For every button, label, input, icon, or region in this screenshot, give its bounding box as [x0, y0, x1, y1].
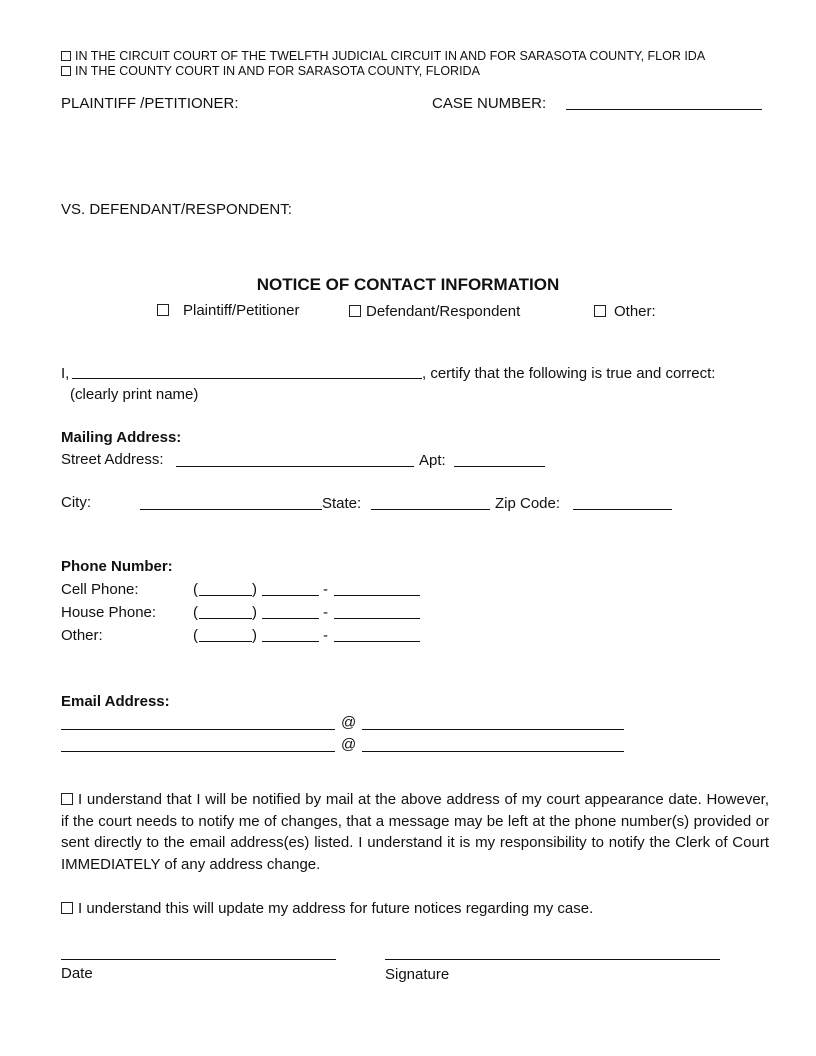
notice-acknowledgement [61, 789, 769, 875]
apt-field[interactable] [454, 466, 545, 467]
other-phone-dash: - [323, 627, 328, 644]
zip-label: Zip Code: [495, 495, 561, 512]
apt-label: Apt: [419, 452, 446, 469]
street-field[interactable] [176, 466, 414, 467]
state-field[interactable] [371, 509, 490, 510]
notice-acknowledgement-text: I understand that I will be notified by mail at the above address of my court appearance date. However, if the court needs to notify me of changes, that a message may be left at the phone number(s) provided or sent directly to the email address(es) listed. I understand it is my responsibility to notify the Clerk of Court IMMEDIATELY of any address change. [61, 791, 769, 873]
mailing-heading: Mailing Address: [61, 429, 182, 446]
house-phone-area-close: ) [252, 604, 257, 621]
party-option-defendant[interactable] [349, 303, 520, 320]
zip-field[interactable] [573, 509, 672, 510]
checkbox-icon[interactable] [61, 902, 73, 914]
certify-suffix: , certify that the following is true and correct: [422, 365, 716, 382]
other-phone-area-close: ) [252, 627, 257, 644]
checkbox-icon[interactable] [594, 305, 606, 317]
checkbox-icon[interactable] [61, 51, 71, 61]
other-phone-area-open: ( [193, 627, 198, 644]
defendant-label: VS. DEFENDANT/RESPONDENT: [61, 201, 292, 218]
cell-phone-area-open: ( [193, 581, 198, 598]
page-title: NOTICE OF CONTACT INFORMATION [256, 275, 560, 294]
cell-phone-area-field[interactable] [199, 595, 252, 596]
party-option-label: Plaintiff/Petitioner [183, 302, 300, 319]
cell-phone-prefix-field[interactable] [262, 595, 319, 596]
court-option-county[interactable] [61, 64, 480, 78]
update-acknowledgement-text: I understand this will update my address for future notices regarding my case. [78, 900, 594, 917]
house-phone-label: House Phone: [61, 604, 157, 621]
cell-phone-dash: - [323, 581, 328, 598]
house-phone-prefix-field[interactable] [262, 618, 319, 619]
court-option-circuit-label: IN THE CIRCUIT COURT OF THE TWELFTH JUDICIAL CIRCUIT IN AND FOR SARASOTA COUNTY, FLOR IDA [75, 49, 706, 63]
email-heading: Email Address: [61, 693, 170, 710]
party-option-plaintiff[interactable] [157, 302, 299, 319]
signature-label: Signature [385, 966, 450, 983]
street-label: Street Address: [61, 451, 164, 468]
party-option-other[interactable] [594, 303, 656, 320]
email-1-at: @ [341, 714, 357, 731]
state-label: State: [322, 495, 362, 512]
checkbox-icon[interactable] [157, 304, 169, 316]
other-phone-area-field[interactable] [199, 641, 252, 642]
cell-phone-area-close: ) [252, 581, 257, 598]
date-field[interactable] [61, 959, 336, 960]
house-phone-area-open: ( [193, 604, 198, 621]
date-label: Date [61, 965, 93, 982]
checkbox-icon[interactable] [349, 305, 361, 317]
plaintiff-label: PLAINTIFF /PETITIONER: [61, 95, 239, 112]
house-phone-area-field[interactable] [199, 618, 252, 619]
cell-phone-label: Cell Phone: [61, 581, 139, 598]
email-2-at: @ [341, 736, 357, 753]
email-2-domain-field[interactable] [362, 751, 624, 752]
house-phone-dash: - [323, 604, 328, 621]
signature-field[interactable] [385, 959, 720, 960]
certify-prefix: I, [61, 365, 70, 382]
other-phone-label: Other: [61, 627, 103, 644]
other-phone-line-field[interactable] [334, 641, 420, 642]
other-phone-prefix-field[interactable] [262, 641, 319, 642]
party-option-label: Other: [614, 303, 656, 320]
email-1-user-field[interactable] [61, 729, 335, 730]
printed-name-field[interactable] [72, 378, 422, 379]
house-phone-line-field[interactable] [334, 618, 420, 619]
update-acknowledgement [61, 900, 593, 917]
city-label: City: [61, 494, 91, 511]
checkbox-icon[interactable] [61, 66, 71, 76]
checkbox-icon[interactable] [61, 793, 73, 805]
court-option-circuit[interactable] [61, 49, 705, 63]
printed-name-hint: (clearly print name) [70, 386, 199, 403]
city-field[interactable] [140, 509, 322, 510]
cell-phone-line-field[interactable] [334, 595, 420, 596]
email-2-user-field[interactable] [61, 751, 335, 752]
court-option-county-label: IN THE COUNTY COURT IN AND FOR SARASOTA COUNTY, FLORIDA [75, 64, 480, 78]
email-1-domain-field[interactable] [362, 729, 624, 730]
case-number-field[interactable] [566, 109, 762, 110]
phone-heading: Phone Number: [61, 558, 173, 575]
case-number-label: CASE NUMBER: [432, 95, 547, 112]
party-option-label: Defendant/Respondent [366, 303, 521, 320]
